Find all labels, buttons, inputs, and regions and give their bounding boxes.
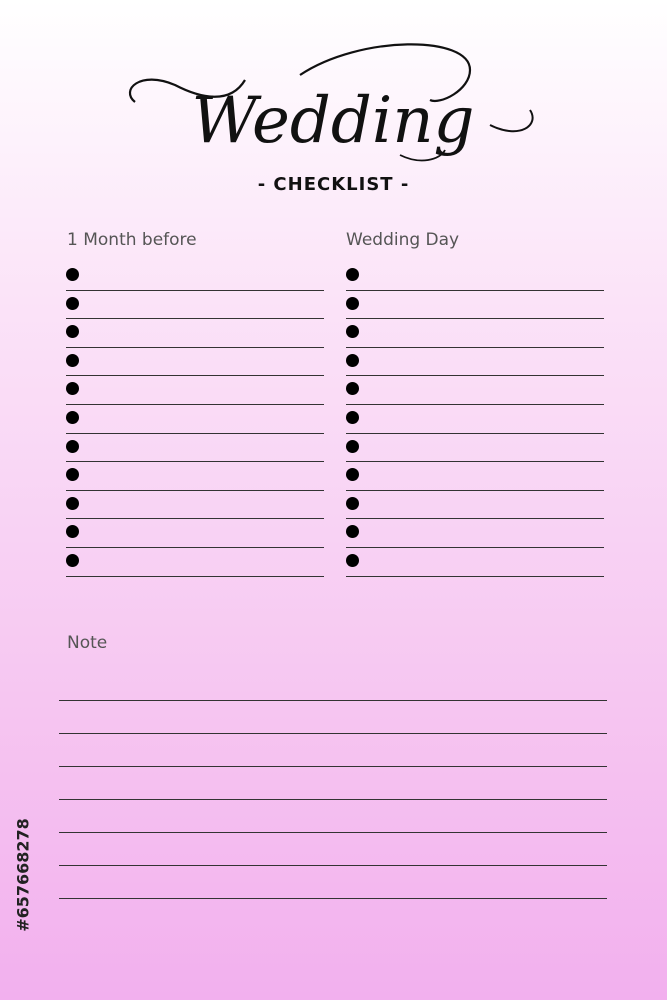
- note-lines: [59, 700, 607, 931]
- checklist-item[interactable]: [66, 348, 324, 377]
- checklist-subtitle: - CHECKLIST -: [257, 174, 410, 195]
- bullet-icon: [346, 525, 359, 538]
- note-writing-line[interactable]: [59, 766, 607, 799]
- bullet-icon: [66, 554, 79, 567]
- checklist-item[interactable]: [346, 319, 604, 348]
- writing-line: [66, 576, 324, 577]
- bullet-icon: [66, 297, 79, 310]
- bullet-icon: [346, 497, 359, 510]
- checklist-item[interactable]: [346, 376, 604, 405]
- checklist-item[interactable]: [346, 462, 604, 491]
- checklist-wedding-day: [346, 262, 604, 577]
- bullet-icon: [66, 382, 79, 395]
- note-writing-line[interactable]: [59, 832, 607, 865]
- bullet-icon: [66, 411, 79, 424]
- checklist-item[interactable]: [346, 405, 604, 434]
- bullet-icon: [66, 268, 79, 281]
- checklist-item[interactable]: [66, 491, 324, 520]
- note-writing-line[interactable]: [59, 799, 607, 832]
- bullet-icon: [346, 411, 359, 424]
- bullet-icon: [66, 325, 79, 338]
- checklist-item[interactable]: [66, 519, 324, 548]
- bullet-icon: [346, 354, 359, 367]
- checklist-item[interactable]: [66, 462, 324, 491]
- checklist-item[interactable]: [346, 519, 604, 548]
- checklist-item[interactable]: [66, 434, 324, 463]
- checklist-item[interactable]: [346, 291, 604, 320]
- checklist-item[interactable]: [346, 548, 604, 577]
- bullet-icon: [66, 525, 79, 538]
- bullet-icon: [66, 468, 79, 481]
- wedding-script-logo: [0, 30, 667, 180]
- bullet-icon: [346, 297, 359, 310]
- note-label: Note: [67, 633, 108, 653]
- bullet-icon: [346, 382, 359, 395]
- checklist-month-before: [66, 262, 324, 577]
- checklist-item[interactable]: [346, 434, 604, 463]
- checklist-item[interactable]: [66, 262, 324, 291]
- note-writing-line[interactable]: [59, 700, 607, 733]
- bullet-icon: [66, 354, 79, 367]
- svg-text:Wedding: Wedding: [191, 84, 475, 158]
- stock-id-watermark: [12, 760, 34, 990]
- stock-id-text: #657668278: [13, 818, 33, 932]
- checklist-item[interactable]: [66, 291, 324, 320]
- bullet-icon: [346, 268, 359, 281]
- checklist-item[interactable]: [346, 348, 604, 377]
- checklist-item[interactable]: [66, 319, 324, 348]
- checklist-item[interactable]: [346, 491, 604, 520]
- bullet-icon: [346, 554, 359, 567]
- bullet-icon: [346, 468, 359, 481]
- bullet-icon: [66, 497, 79, 510]
- checklist-item[interactable]: [66, 405, 324, 434]
- bullet-icon: [66, 440, 79, 453]
- note-writing-line[interactable]: [59, 865, 607, 898]
- bullet-icon: [346, 325, 359, 338]
- bullet-icon: [346, 440, 359, 453]
- writing-line: [346, 576, 604, 577]
- column-heading-wedding-day: Wedding Day: [346, 230, 460, 250]
- note-writing-line[interactable]: [59, 733, 607, 766]
- checklist-item[interactable]: [66, 376, 324, 405]
- wedding-title: [0, 30, 667, 180]
- checklist-item[interactable]: [66, 548, 324, 577]
- note-writing-line[interactable]: [59, 898, 607, 931]
- checklist-item[interactable]: [346, 262, 604, 291]
- column-heading-month-before: 1 Month before: [67, 230, 197, 250]
